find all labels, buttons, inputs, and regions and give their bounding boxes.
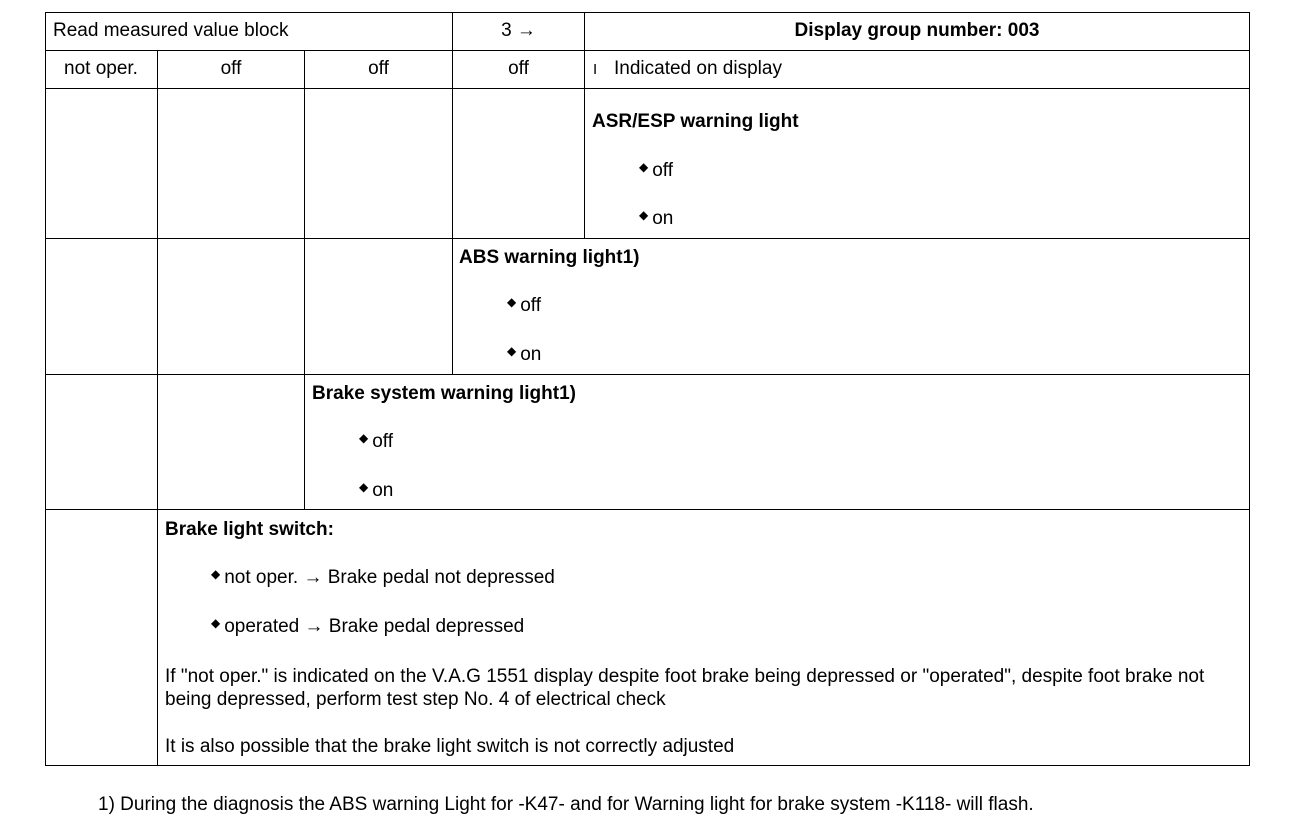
table-rule [304,50,305,510]
bullet-icon: ◆ [211,567,221,581]
footnote: 1) During the diagnosis the ABS warning Light for -K47- and for Warning light for brake system -K118- will flash. [98,794,1034,815]
indicated-label: Indicated on display [614,58,782,79]
brake-switch-item-operated: ◆ operated → Brake pedal depressed [211,616,525,637]
table-rule [45,12,1250,13]
abs-item-off: ◆ off [507,295,542,316]
bullet-icon: ◆ [359,480,369,494]
bullet-icon: ◆ [359,431,369,445]
abs-item-on: ◆ on [507,344,542,365]
table-rule [45,509,1250,510]
table-rule [584,12,585,239]
brake-system-item-on: ◆ on [359,480,394,501]
brake-switch-note: If "not oper." is indicated on the V.A.G 1551 display despite foot brake being depressed or "operated", despite foot brake not being depressed, perform test step No. 4 of electrical check [165,666,1205,710]
bullet-icon: ◆ [211,616,221,630]
asr-esp-title: ASR/ESP warning light [592,111,799,132]
abs-title: ABS warning light1) [459,247,640,268]
table-rule [45,50,1250,51]
table-rule [45,765,1250,766]
table-rule [157,50,158,766]
bullet-icon: ◆ [639,160,649,174]
display-field-4: off [508,58,529,79]
bullet-icon: ◆ [639,208,649,222]
bullet-icon: ◆ [507,295,517,309]
indicator-marker: I [593,61,598,78]
brake-switch-title: Brake light switch: [165,519,334,540]
display-field-3: off [368,58,389,79]
brake-system-item-off: ◆ off [359,431,394,452]
asr-esp-item-on: ◆ on [639,208,674,229]
brake-switch-adjust-note: It is also possible that the brake light switch is not correctly adjusted [165,736,735,757]
brake-switch-item-not-oper: ◆ not oper. → Brake pedal not depressed [211,567,555,588]
measured-value-table [45,12,1250,766]
display-field-2: off [220,58,242,79]
asr-esp-item-off: ◆ off [639,160,674,181]
display-group-number: Display group number: 003 [794,20,1040,41]
bullet-icon: ◆ [507,344,517,358]
brake-system-title: Brake system warning light1) [312,383,576,404]
table-rule [45,12,46,766]
table-rule [45,374,1250,375]
display-field-1: not oper. [64,58,138,79]
display-group-arrow: 3 → [501,20,536,41]
table-rule [45,88,1250,89]
table-rule [1249,12,1250,766]
header-title: Read measured value block [53,20,289,41]
table-rule [45,238,1250,239]
